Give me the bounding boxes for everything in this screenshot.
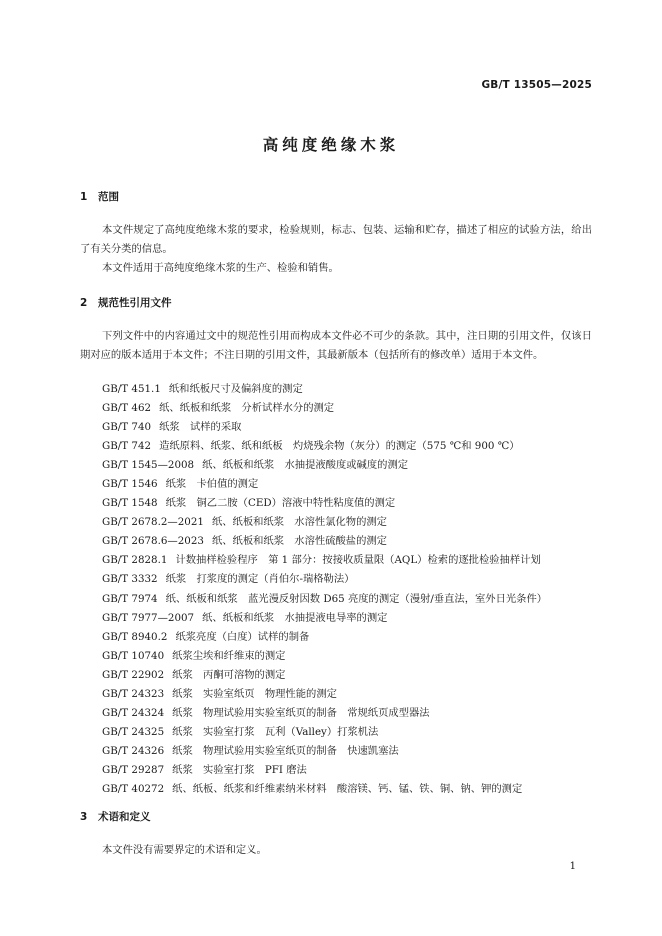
reference-title: 造纸原料、纸浆、纸和纸板 灼烧残余物（灰分）的测定（575 ℃和 900 ℃） <box>159 440 520 453</box>
reference-code: GB/T 10740 <box>102 649 165 662</box>
reference-list <box>102 380 547 799</box>
reference-item <box>102 551 547 570</box>
standard-number: GB/T 13505—2025 <box>481 79 592 91</box>
reference-code: GB/T 7977—2007 <box>102 611 195 624</box>
section-1-paragraph-2: 本文件适用于高纯度绝缘木浆的生产、检验和销售。 <box>102 262 339 274</box>
reference-code: GB/T 2678.2—2021 <box>102 516 204 529</box>
reference-title: 纸浆 实验室打浆 PFI 磨法 <box>172 763 307 776</box>
reference-title: 纸、纸板和纸浆 蓝光漫反射因数 D65 亮度的测定（漫射/垂直法，室外日光条件） <box>165 592 548 605</box>
reference-title: 纸、纸板和纸浆 分析试样水分的测定 <box>159 402 335 415</box>
reference-item <box>102 418 547 437</box>
reference-title: 纸浆 丙酮可溶物的测定 <box>172 668 286 681</box>
section-3-number: 3 <box>80 811 88 823</box>
section-1-paragraph-1: 本文件规定了高纯度绝缘木浆的要求，检验规则，标志、包装、运输和贮存，描述了相应的试验方法，给出了有关分类的信息。 <box>80 224 592 255</box>
reference-code: GB/T 2828.1 <box>102 554 168 567</box>
reference-code: GB/T 1546 <box>102 478 158 491</box>
reference-item <box>102 513 547 532</box>
reference-item <box>102 590 547 609</box>
reference-title: 纸和纸板尺寸及偏斜度的测定 <box>168 383 303 395</box>
reference-item <box>102 532 547 551</box>
reference-item <box>102 494 547 513</box>
reference-code: GB/T 24324 <box>102 706 165 719</box>
reference-item <box>102 437 547 456</box>
reference-title: 纸浆亮度（白度）试样的制备 <box>175 630 310 643</box>
reference-title: 纸、纸板、纸浆和纤维素纳米材料 酸溶镁、钙、锰、铁、铜、钠、钾的测定 <box>172 782 523 795</box>
reference-code: GB/T 22902 <box>102 668 165 681</box>
reference-code: GB/T 24326 <box>102 744 165 757</box>
reference-title: 纸浆 实验室纸页 物理性能的测定 <box>172 687 337 700</box>
reference-code: GB/T 451.1 <box>102 383 161 395</box>
reference-title: 纸、纸板和纸浆 水抽提液电导率的测定 <box>202 611 388 624</box>
reference-item <box>102 475 547 494</box>
reference-code: GB/T 40272 <box>102 782 165 795</box>
reference-item <box>102 570 547 589</box>
reference-code: GB/T 24325 <box>102 725 165 738</box>
reference-title: 计数抽样检验程序 第 1 部分：按接收质量限（AQL）检索的逐批检验抽样计划 <box>175 554 541 567</box>
reference-code: GB/T 1548 <box>102 497 158 510</box>
reference-item <box>102 399 547 418</box>
reference-title: 纸浆 实验室打浆 瓦利（Valley）打浆机法 <box>172 725 379 738</box>
reference-code: GB/T 7974 <box>102 592 158 605</box>
reference-item <box>102 609 547 628</box>
reference-item <box>102 647 547 666</box>
reference-code: GB/T 740 <box>102 421 152 434</box>
reference-item <box>102 704 547 723</box>
reference-title: 纸浆 试样的采取 <box>159 421 242 434</box>
reference-code: GB/T 24323 <box>102 687 165 700</box>
page-number: 1 <box>569 861 576 872</box>
reference-code: GB/T 2678.6—2023 <box>102 535 204 548</box>
reference-title: 纸浆 物理试验用实验室纸页的制备 常规纸页成型器法 <box>172 706 430 719</box>
reference-item <box>102 780 547 799</box>
section-2-heading <box>80 295 172 310</box>
reference-code: GB/T 3332 <box>102 573 158 586</box>
section-1-heading <box>80 189 119 204</box>
section-1-title: 范围 <box>98 191 119 203</box>
reference-code: GB/T 742 <box>102 440 152 453</box>
reference-item <box>102 761 547 780</box>
reference-code: GB/T 8940.2 <box>102 630 168 643</box>
reference-item <box>102 456 547 475</box>
reference-item <box>102 723 547 742</box>
reference-code: GB/T 29287 <box>102 763 165 776</box>
section-2-intro: 下列文件中的内容通过文中的规范性引用而构成本文件必不可少的条款。其中，注日期的引用文件，仅该日期对应的版本适用于本文件；不注日期的引用文件，其最新版本（包括所有的修改单）适用于本文件。 <box>80 330 592 361</box>
reference-title: 纸、纸板和纸浆 水溶性氯化物的测定 <box>211 516 387 529</box>
reference-item <box>102 666 547 685</box>
document-title: 高纯度绝缘木浆 <box>262 136 400 154</box>
reference-title: 纸浆尘埃和纤维束的测定 <box>172 649 286 662</box>
section-1-number: 1 <box>80 191 88 203</box>
reference-code: GB/T 462 <box>102 402 152 415</box>
reference-item <box>102 742 547 761</box>
reference-code: GB/T 1545—2008 <box>102 459 195 472</box>
reference-item <box>102 380 547 399</box>
section-3-paragraph-1: 本文件没有需要界定的术语和定义。 <box>102 844 267 856</box>
section-2-title: 规范性引用文件 <box>98 297 172 309</box>
reference-title: 纸浆 打浆度的测定（肖伯尔-瑞格勒法） <box>165 573 355 586</box>
reference-item <box>102 685 547 704</box>
reference-item <box>102 628 547 647</box>
section-3-heading <box>80 809 151 824</box>
reference-title: 纸、纸板和纸浆 水溶性硫酸盐的测定 <box>211 535 387 548</box>
reference-title: 纸浆 铜乙二胺（CED）溶液中特性粘度值的测定 <box>165 497 396 510</box>
reference-title: 纸浆 物理试验用实验室纸页的制备 快速凯塞法 <box>172 744 399 757</box>
reference-title: 纸浆 卡伯值的测定 <box>165 478 259 491</box>
section-3-title: 术语和定义 <box>98 811 151 823</box>
reference-title: 纸、纸板和纸浆 水抽提液酸度或碱度的测定 <box>202 459 409 472</box>
section-2-number: 2 <box>80 297 88 309</box>
